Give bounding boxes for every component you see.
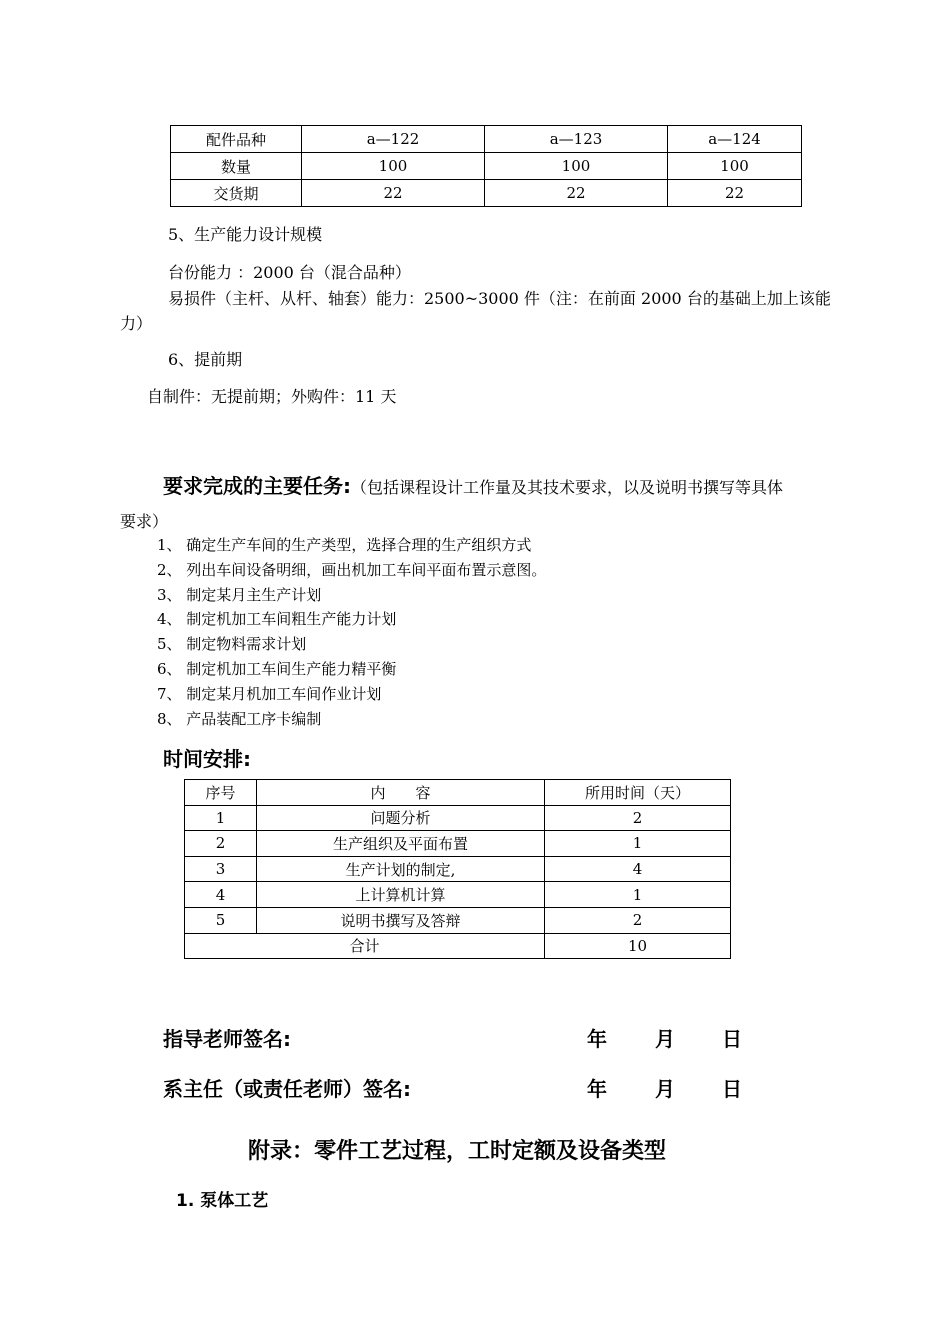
table-cell: 3 [185,856,257,882]
table-row [185,933,731,959]
tasks-title: 要求完成的主要任务: [163,474,351,498]
date-year: 年 [587,1027,607,1051]
date-year: 年 [587,1077,607,1101]
table-cell: 2 [185,831,257,857]
schedule-title: 时间安排: [163,747,251,771]
total-label: 合计 [185,933,545,959]
list-item: 3、 制定某月主生产计划 [157,586,322,604]
table-cell: 数量 [171,153,302,180]
advisor-signature-label: 指导老师签名: [163,1027,291,1051]
table-row [185,882,731,908]
table-cell: 2 [545,907,731,933]
table-row [185,907,731,933]
parts-table [170,125,802,207]
lead-time-line: 自制件：无提前期；外购件：11 天 [147,387,397,406]
table-cell: 100 [302,153,485,180]
table-cell: 说明书撰写及答辩 [257,907,545,933]
table-cell: 交货期 [171,180,302,207]
date-day: 日 [722,1027,742,1051]
table-cell: 2 [545,805,731,831]
capacity-line: 易损件（主杆、从杆、轴套）能力：2500~3000 件（注：在前面 2000 台的基础上加上该能 [168,289,831,308]
capacity-heading: 5、生产能力设计规模 [168,225,323,244]
table-cell: 问题分析 [257,805,545,831]
table-cell: 22 [668,180,802,207]
schedule-table [184,779,731,959]
list-item: 1、 确定生产车间的生产类型，选择合理的生产组织方式 [157,536,532,554]
tasks-note-cont: 要求） [120,512,169,531]
table-cell: 内 容 [257,780,545,806]
table-cell: 100 [668,153,802,180]
tasks-title-line [163,470,783,499]
table-cell: 配件品种 [171,126,302,153]
table-cell: 1 [185,805,257,831]
table-cell: 序号 [185,780,257,806]
list-item: 2、 列出车间设备明细，画出机加工车间平面布置示意图。 [157,561,547,579]
date-day: 日 [722,1077,742,1101]
table-row [185,831,731,857]
list-item: 6、 制定机加工车间生产能力精平衡 [157,660,397,678]
total-value: 10 [545,933,731,959]
lead-time-heading: 6、提前期 [168,350,243,369]
table-row [185,856,731,882]
table-cell: a—123 [485,126,668,153]
table-cell: 22 [302,180,485,207]
list-item: 5、 制定物料需求计划 [157,635,307,653]
appendix-subtitle: 1. 泵体工艺 [176,1191,269,1211]
appendix-title: 附录：零件工艺过程，工时定额及设备类型 [248,1139,667,1164]
list-item: 8、 产品装配工序卡编制 [157,710,322,728]
table-cell: 22 [485,180,668,207]
table-row [171,180,802,207]
date-month: 月 [655,1077,675,1101]
table-cell: 1 [545,831,731,857]
table-cell: 4 [185,882,257,908]
list-item: 4、 制定机加工车间粗生产能力计划 [157,610,397,628]
table-cell: 4 [545,856,731,882]
tasks-note: （包括课程设计工作量及其技术要求，以及说明书撰写等具体 [351,478,784,497]
table-row [185,805,731,831]
table-cell: a—122 [302,126,485,153]
table-cell: 上计算机计算 [257,882,545,908]
director-signature-label: 系主任（或责任老师）签名: [163,1077,411,1101]
table-cell: 生产计划的制定, [257,856,545,882]
table-cell: 100 [485,153,668,180]
capacity-line: 力） [120,314,153,333]
table-cell: a—124 [668,126,802,153]
capacity-line: 台份能力 ：2000 台（混合品种） [168,263,411,282]
table-cell: 5 [185,907,257,933]
date-month: 月 [655,1027,675,1051]
table-cell: 生产组织及平面布置 [257,831,545,857]
table-row [171,153,802,180]
table-row [185,780,731,806]
table-row [171,126,802,153]
list-item: 7、 制定某月机加工车间作业计划 [157,685,382,703]
table-cell: 1 [545,882,731,908]
table-cell: 所用时间（天） [545,780,731,806]
